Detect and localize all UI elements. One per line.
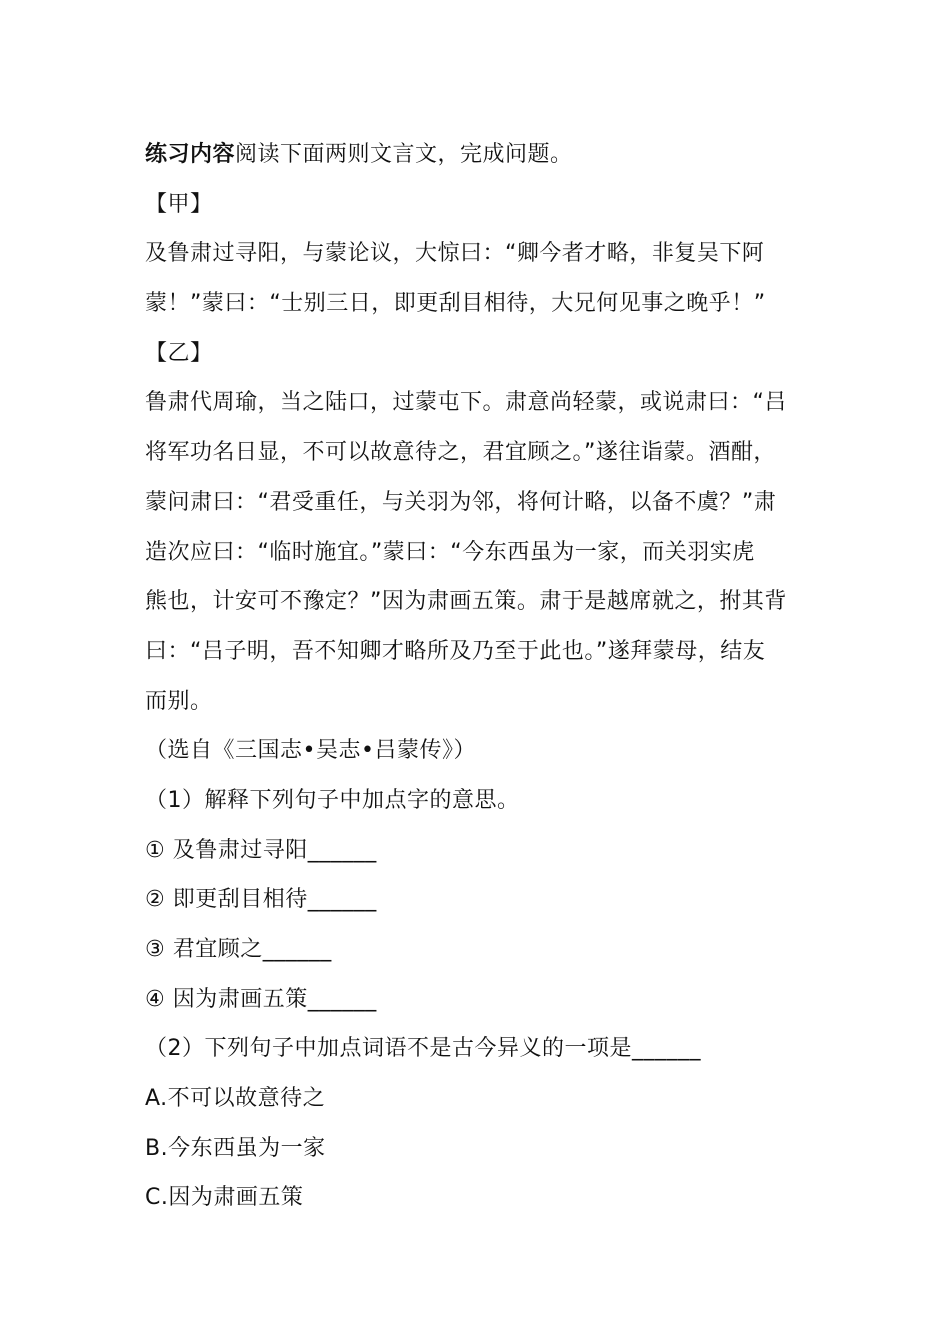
question-2-option: B.今东西虽为一家 [145, 1135, 326, 1161]
exercise-label: 练习内容 [145, 142, 236, 167]
question-1-item: ② 即更刮目相待______ [145, 887, 377, 913]
question-1-item: ③ 君宜顾之______ [145, 937, 332, 962]
question-2-option: A.不可以故意待之 [145, 1086, 326, 1112]
question-1-prompt: （1）解释下列句子中加点字的意思。 [145, 787, 520, 813]
passage-b-line: 鲁肃代周瑜，当之陆口，过蒙屯下。肃意尚轻蒙，或说肃曰：“吕 [145, 390, 787, 416]
exercise-content [145, 130, 800, 1223]
passage-b-line: 而别。 [145, 688, 213, 714]
question-2-prompt: （2）下列句子中加点词语不是古今异义的一项是______ [145, 1036, 701, 1062]
intro-line [145, 130, 800, 180]
passage-b-line: 曰：“吕子明，吾不知卿才略所及乃至于此也。”遂拜蒙母，结友 [145, 638, 766, 664]
passage-b-line: 造次应曰：“临时施宜。”蒙曰：“今东西虽为一家，而关羽实虎 [145, 539, 755, 565]
question-2-option: C.因为肃画五策 [145, 1185, 304, 1211]
intro-text: 阅读下面两则文言文，完成问题。 [235, 142, 573, 167]
passage-a-line: 及鲁肃过寻阳，与蒙论议，大惊曰：“卿今者才略，非复吴下阿 [145, 241, 765, 267]
passage-source: （选自《三国志•吴志•吕蒙传》） [145, 738, 476, 764]
passage-b-line: 将军功名日显，不可以故意待之，君宜顾之。”遂往诣蒙。酒酣， [145, 440, 776, 466]
question-1-item: ① 及鲁肃过寻阳______ [145, 837, 377, 863]
passage-b-line: 蒙问肃曰：“君受重任，与关羽为邻，将何计略，以备不虞？”肃 [145, 489, 777, 515]
passage-a-heading: 【甲】 [145, 191, 213, 217]
passage-a-line: 蒙！”蒙曰：“士别三日，即更刮目相待，大兄何见事之晚乎！” [145, 291, 766, 317]
question-1-item: ④ 因为肃画五策______ [145, 986, 377, 1012]
passage-b-line: 熊也，计安可不豫定？”因为肃画五策。肃于是越席就之，拊其背 [145, 589, 787, 615]
passage-b-heading: 【乙】 [145, 340, 213, 366]
